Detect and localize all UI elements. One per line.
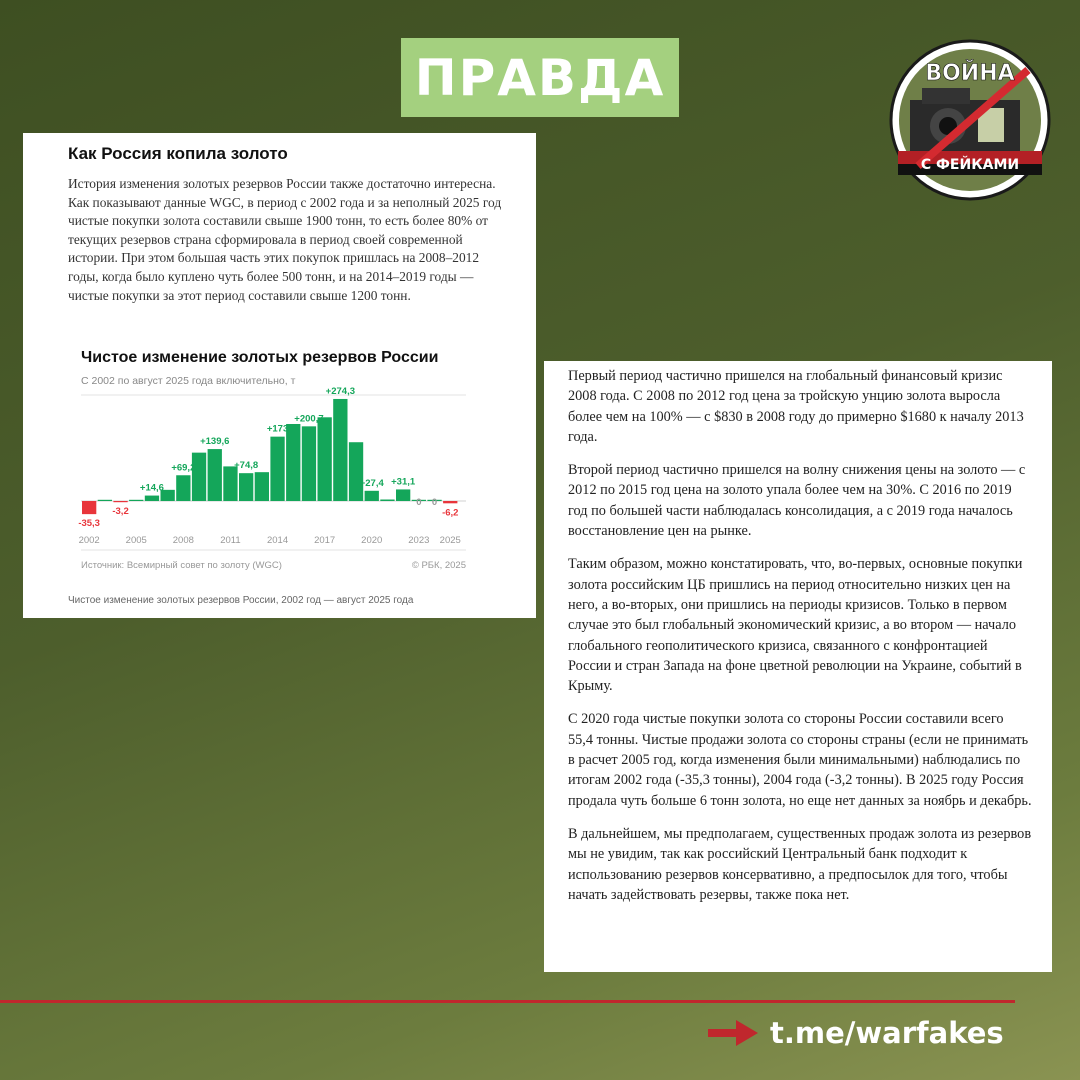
chart-bar-2003 [98,500,112,501]
analysis-paragraph-5: В дальнейшем, мы предполагаем, существенных продаж золота из резервов мы не увидим, так как российский Центральный банк подходит к использованию резервов консервативно, а предпосылок для того, чтобы начать задействовать резервы, также пока нет. [568,825,1032,903]
chart-data-label: +74,8 [234,460,259,472]
chart-copyright: © РБК, 2025 [411,560,466,571]
article-heading: Как Россия копила золото [68,144,288,163]
chart-bar-2016 [302,426,316,501]
chart-tick-label: 2017 [314,535,336,546]
chart-bar-2014 [270,437,284,501]
article-paragraph: История изменения золотых резервов России также достаточно интересна. Как показывают данные WGC, в период с 2002 года и за неполный 2025 год чистые покупки золота составили свыше 1900 тонн, то есть более 80% от текущих резервов страна сформировала в период своей современной истории. При этом большая часть этих покупок пришлась на 2008–2012 годы, когда было куплено чуть более 500 тонн, и на 2014–2019 годы — чистые покупки за этот период составили свыше 1200 тонн. [68,176,502,303]
chart-data-label: +274,3 [325,385,356,397]
chart-data-label: +69,2 [171,462,196,474]
logo-top-text: ВОЙНА [925,61,1015,86]
gold-reserves-chart [23,133,536,618]
footer [708,1016,1004,1050]
chart-tick-label: 2008 [172,535,194,546]
chart-bar-2005 [129,500,143,501]
chart-bar-2012 [239,473,253,501]
chart-data-label: 0 [416,497,422,508]
chart-bar-2019 [349,442,363,501]
chart-bar-2018 [333,399,347,501]
footer-divider [0,1000,1015,1003]
analysis-paragraph-2: Второй период частично пришелся на волну снижения цены на золото — с 2012 по 2015 год цена на золото упала более чем на 30%. С 2016 по 2019 год по большей части наблюдалась консолидация, а с 2019 года началось восстановление цен на рынке. [568,462,1026,540]
chart-subtitle: С 2002 по август 2025 года включительно, т [81,375,296,387]
chart-bar-2021 [380,500,394,501]
chart-data-label: +173 [266,423,289,435]
chart-data-label: +27,4 [359,477,384,489]
chart-tick-label: 2002 [78,535,100,546]
chart-tick-label: 2014 [266,535,289,546]
chart-tick-label: 2020 [361,535,383,546]
chart-source: Источник: Всемирный совет по золоту (WGC) [81,560,282,571]
chart-bar-2025 [443,501,457,503]
chart-bar-2017 [318,417,332,501]
chart-bar-2002 [82,501,96,514]
chart-data-label: +139,6 [200,436,230,448]
chart-tick-label: 2023 [408,535,430,546]
chart-data-label: +14,6 [139,482,164,494]
arrow-right-icon [708,1020,758,1046]
analysis-paragraph-3: Таким образом, можно констатировать, что, во-первых, основные покупки золота российским ЦБ пришлись на период относительно низких цен на него, а во-вторых, они пришлись на периоды кризисов. Только в первом случае это был глобальный экономический кризис, а во втором — начало глобального геополитического кризиса, связанного с конфронтацией России и стран Запада на фоне цветной революции на Украине, событий в Крыму. [568,556,1023,695]
chart-bar-2020 [365,491,379,501]
analysis-card [544,361,1052,972]
chart-data-label: -35,3 [78,518,100,530]
chart-tick-label: 2011 [220,535,241,546]
chart-tick-label: 2005 [125,535,147,546]
chart-tick-label: 2025 [439,535,461,546]
chart-bar-2009 [192,453,206,501]
chart-data-label: 0 [431,497,438,508]
chart-bar-2004 [113,501,127,502]
chart-data-label: -6,2 [442,507,459,519]
chart-bar-2022 [396,489,410,501]
article-card [23,133,536,618]
chart-bar-2011 [223,466,237,501]
analysis-paragraph-4: С 2020 года чистые покупки золота со стороны России составили всего 55,4 тонны. Чистые продажи золота со стороны страны (если не принимать в расчет 2005 год, когда изменения были минимальными) наблюдались по итогам 2002 года (-35,3 тонны), 2004 года (-3,2 тонны). В 2025 году Россия продала чуть больше 6 тонн золота, но еще нет данных за ноябрь и декабрь. [568,711,1032,809]
pravda-badge: ПРАВДА [401,38,679,117]
chart-bar-2006 [145,496,159,501]
chart-data-label: +31,1 [391,476,416,488]
chart-bar-2010 [208,449,222,501]
analysis-paragraph-1: Первый период частично пришелся на глобальный финансовый кризис 2008 года. С 2008 по 2012 год цена за тройскую унцию золота выросла более чем на 100% — с $830 в 2008 году до примерно $1680 к началу 2013 года. [568,368,1024,445]
chart-bar-2008 [176,475,190,501]
chart-data-label: +200,7 [294,413,324,425]
logo-bottom-text: С ФЕЙКАМИ [920,157,1020,173]
chart-data-label: -3,2 [112,506,129,518]
war-on-fakes-logo[interactable] [888,38,1052,202]
chart-bar-2015 [286,424,300,501]
chart-bar-2013 [255,472,269,501]
chart-caption: Чистое изменение золотых резервов России, 2002 год — август 2025 года [68,595,414,606]
chart-title: Чистое изменение золотых резервов России [81,349,439,366]
telegram-link[interactable]: t.me/warfakes [770,1016,1004,1050]
